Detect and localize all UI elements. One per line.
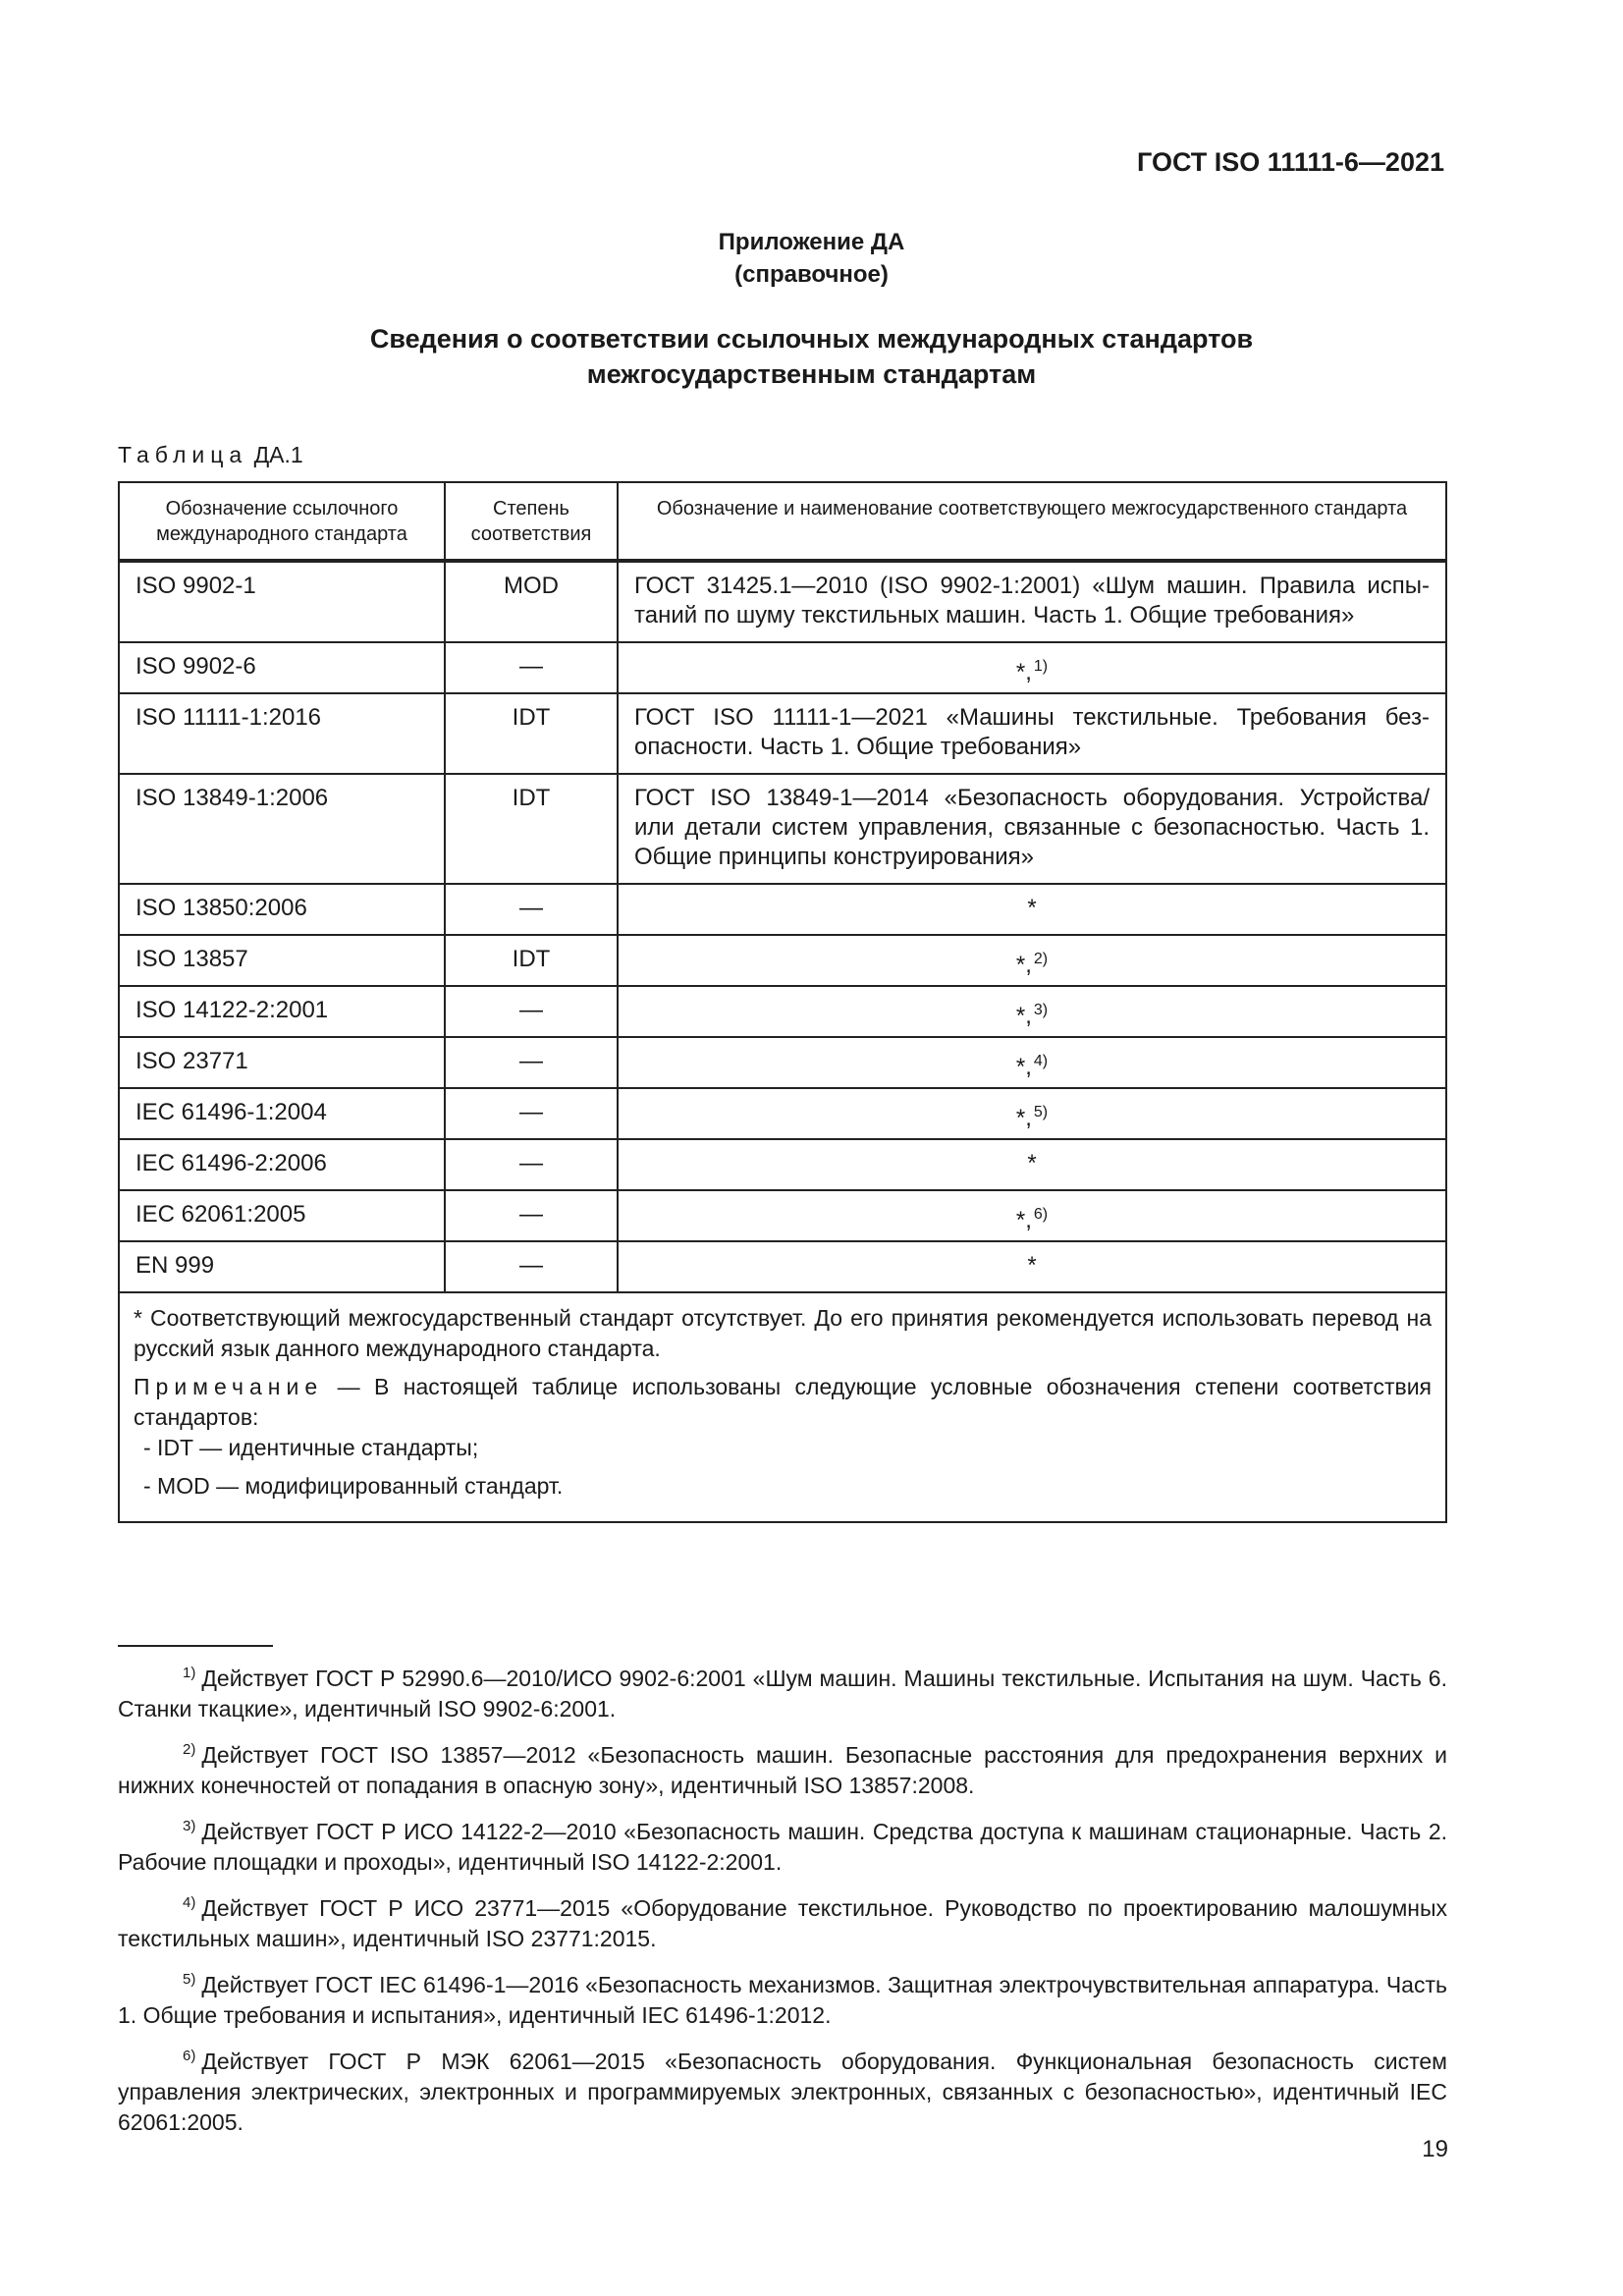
footnote-text: Действует ГОСТ Р 52990.6—2010/ИСО 9902-6:2001 «Шум машин. Машины текстильные. Испытания на шум. Часть 6. Станки ткацкие», идентичный ISO 9902-6:2001. xyxy=(118,1666,1447,1722)
cell-reference: ISO 14122-2:2001 xyxy=(135,997,329,1023)
footnote-number: 6) xyxy=(183,2048,196,2064)
footnote-separator xyxy=(118,1645,273,1647)
footnote-ref: 1) xyxy=(1033,658,1049,675)
annex-title-line-1: Сведения о соответствии ссылочных международных стандартов xyxy=(369,324,1254,354)
cell-degree: — xyxy=(444,643,617,693)
correspondence-table xyxy=(118,481,1447,1523)
cell-national xyxy=(617,1089,1445,1139)
footnotes xyxy=(118,1658,1447,2148)
cell-reference: ISO 9902-1 xyxy=(135,573,256,599)
cell-national: ГОСТ 31425.1—2010 (ISO 9902-1:2001) «Шум машин. Правила испытаний по шуму текстильных машин. Часть 1. Общие требования» xyxy=(617,563,1445,641)
cell-national xyxy=(617,936,1445,986)
star-mark: *, xyxy=(1015,1054,1032,1080)
note-text: — В настоящей таблице использованы следующие условные обозначения степени соответствия стандартов: xyxy=(134,1374,1432,1430)
footnote-text: Действует ГОСТ Р ИСО 23771—2015 «Оборудование текстильное. Руководство по проектированию малошумных текстильных машин», идентичный ISO 23771:2015. xyxy=(118,1895,1447,1951)
footnote xyxy=(118,1887,1447,1954)
cell-national xyxy=(617,1191,1445,1241)
cell-degree: IDT xyxy=(444,936,617,986)
page-number: 19 xyxy=(1422,2136,1448,2162)
footnote-text: Действует ГОСТ Р ИСО 14122-2—2010 «Безопасность машин. Средства доступа к машинам стационарные. Часть 2. Рабочие площадки и проходы», идентичный ISO 14122-2:2001. xyxy=(118,1819,1447,1875)
note-item-idt: - IDT — идентичные стандарты; xyxy=(143,1435,479,1460)
footnote-text: Действует ГОСТ ISO 13857—2012 «Безопасность машин. Безопасные расстояния для предохранения верхних и нижних конечностей от попадания в опасную зону», идентичный ISO 13857:2008. xyxy=(118,1742,1447,1798)
cell-reference: ISO 13850:2006 xyxy=(135,895,307,921)
footnote-ref: 5) xyxy=(1033,1104,1049,1121)
star-mark: *, xyxy=(1015,1105,1032,1131)
star-mark: *, xyxy=(1015,1207,1032,1233)
cell-reference: ISO 11111-1:2016 xyxy=(135,704,322,731)
annex-name: Приложение ДА xyxy=(718,229,905,255)
annex-title-line-2: межгосударственным стандартам xyxy=(586,359,1037,389)
table-row xyxy=(120,883,1445,934)
table-row xyxy=(120,1087,1445,1138)
header-degree: Степень соответствия xyxy=(444,483,617,559)
cell-national: ГОСТ ISO 11111-1—2021 «Машины текстильные. Требования безопасности. Часть 1. Общие требования» xyxy=(617,694,1445,773)
cell-reference: ISO 23771 xyxy=(135,1048,248,1074)
cell-degree: — xyxy=(444,1140,617,1189)
cell-reference: IEC 62061:2005 xyxy=(135,1201,306,1228)
star-note: * Соответствующий межгосударственный стандарт отсутствует. До его принятия рекомендуется использовать перевод на русский язык данного международного стандарта. xyxy=(134,1305,1432,1361)
footnote-ref: 4) xyxy=(1033,1053,1049,1069)
cell-degree: — xyxy=(444,1038,617,1088)
table-label xyxy=(118,442,303,468)
footnote-text: Действует ГОСТ IEC 61496-1—2016 «Безопасность механизмов. Защитная электрочувствительная аппаратура. Часть 1. Общие требования и испытания», идентичный IEC 61496-1:2012. xyxy=(118,1972,1447,2028)
table-row xyxy=(120,985,1445,1036)
annex-title xyxy=(0,321,1623,392)
cell-national: * xyxy=(617,885,1445,934)
cell-degree: — xyxy=(444,1242,617,1291)
table-row xyxy=(120,1036,1445,1087)
cell-degree: IDT xyxy=(444,694,617,773)
footnote xyxy=(118,1734,1447,1801)
note-item-mod: - MOD — модифицированный стандарт. xyxy=(143,1473,564,1499)
footnote-number: 4) xyxy=(183,1894,196,1911)
table-row xyxy=(120,934,1445,985)
table-notes xyxy=(120,1291,1445,1521)
cell-degree: — xyxy=(444,885,617,934)
footnote xyxy=(118,1658,1447,1724)
table-row xyxy=(120,641,1445,692)
footnote xyxy=(118,1811,1447,1878)
footnote-ref: 6) xyxy=(1033,1206,1049,1223)
cell-degree: — xyxy=(444,1191,617,1241)
footnote-number: 2) xyxy=(183,1741,196,1758)
cell-national: * xyxy=(617,1140,1445,1189)
cell-reference: IEC 61496-2:2006 xyxy=(135,1150,327,1176)
star-mark: *, xyxy=(1015,659,1032,685)
cell-national: * xyxy=(617,1242,1445,1291)
cell-degree: — xyxy=(444,987,617,1037)
table-row xyxy=(120,773,1445,883)
header-reference-standard: Обозначение ссылочного международного стандарта xyxy=(156,498,407,545)
footnote xyxy=(118,1964,1447,2031)
cell-national: ГОСТ ISO 13849-1—2014 «Безопасность оборудования. Устройства/ или детали систем управления, связанные с безопасностью. Часть 1. Общие принципы конструирования» xyxy=(617,775,1445,883)
footnote-text: Действует ГОСТ Р МЭК 62061—2015 «Безопасность оборудования. Функциональная безопасность систем управления электрических, электронных и программируемых электронных, связанных с безопасностью», идентичный IEC 62061:2005. xyxy=(118,2049,1447,2135)
footnote-ref: 3) xyxy=(1033,1002,1049,1018)
table-label-number: ДА.1 xyxy=(253,442,303,467)
table-row xyxy=(120,1138,1445,1189)
cell-national xyxy=(617,987,1445,1037)
cell-national xyxy=(617,643,1445,693)
table-row xyxy=(120,561,1445,641)
cell-reference: IEC 61496-1:2004 xyxy=(135,1099,327,1125)
cell-national xyxy=(617,1038,1445,1088)
table-row xyxy=(120,1189,1445,1240)
cell-reference: ISO 13857 xyxy=(135,946,248,972)
cell-degree: IDT xyxy=(444,775,617,883)
annex-kind: (справочное) xyxy=(734,261,889,288)
header-national-standard: Обозначение и наименование соответствующего межгосударственного стандарта xyxy=(617,483,1445,559)
annex-heading xyxy=(0,226,1623,291)
star-mark: *, xyxy=(1015,952,1032,978)
document-code: ГОСТ ISO 11111-6—2021 xyxy=(1137,147,1444,177)
table-row xyxy=(120,1240,1445,1291)
cell-reference: ISO 9902-6 xyxy=(135,653,256,680)
cell-degree: MOD xyxy=(444,563,617,641)
table-header-row xyxy=(120,483,1445,561)
table-label-word: Таблица xyxy=(118,442,248,467)
footnote-number: 1) xyxy=(183,1665,196,1681)
note-paragraph xyxy=(134,1372,1432,1433)
cell-reference: EN 999 xyxy=(135,1252,215,1279)
star-mark: *, xyxy=(1015,1003,1032,1029)
footnote-ref: 2) xyxy=(1033,951,1049,967)
footnote-number: 3) xyxy=(183,1818,196,1834)
footnote xyxy=(118,2041,1447,2138)
cell-reference: ISO 13849-1:2006 xyxy=(135,785,329,811)
footnote-number: 5) xyxy=(183,1971,196,1988)
table-row xyxy=(120,692,1445,773)
cell-degree: — xyxy=(444,1089,617,1139)
note-word: Примечание xyxy=(134,1374,324,1399)
